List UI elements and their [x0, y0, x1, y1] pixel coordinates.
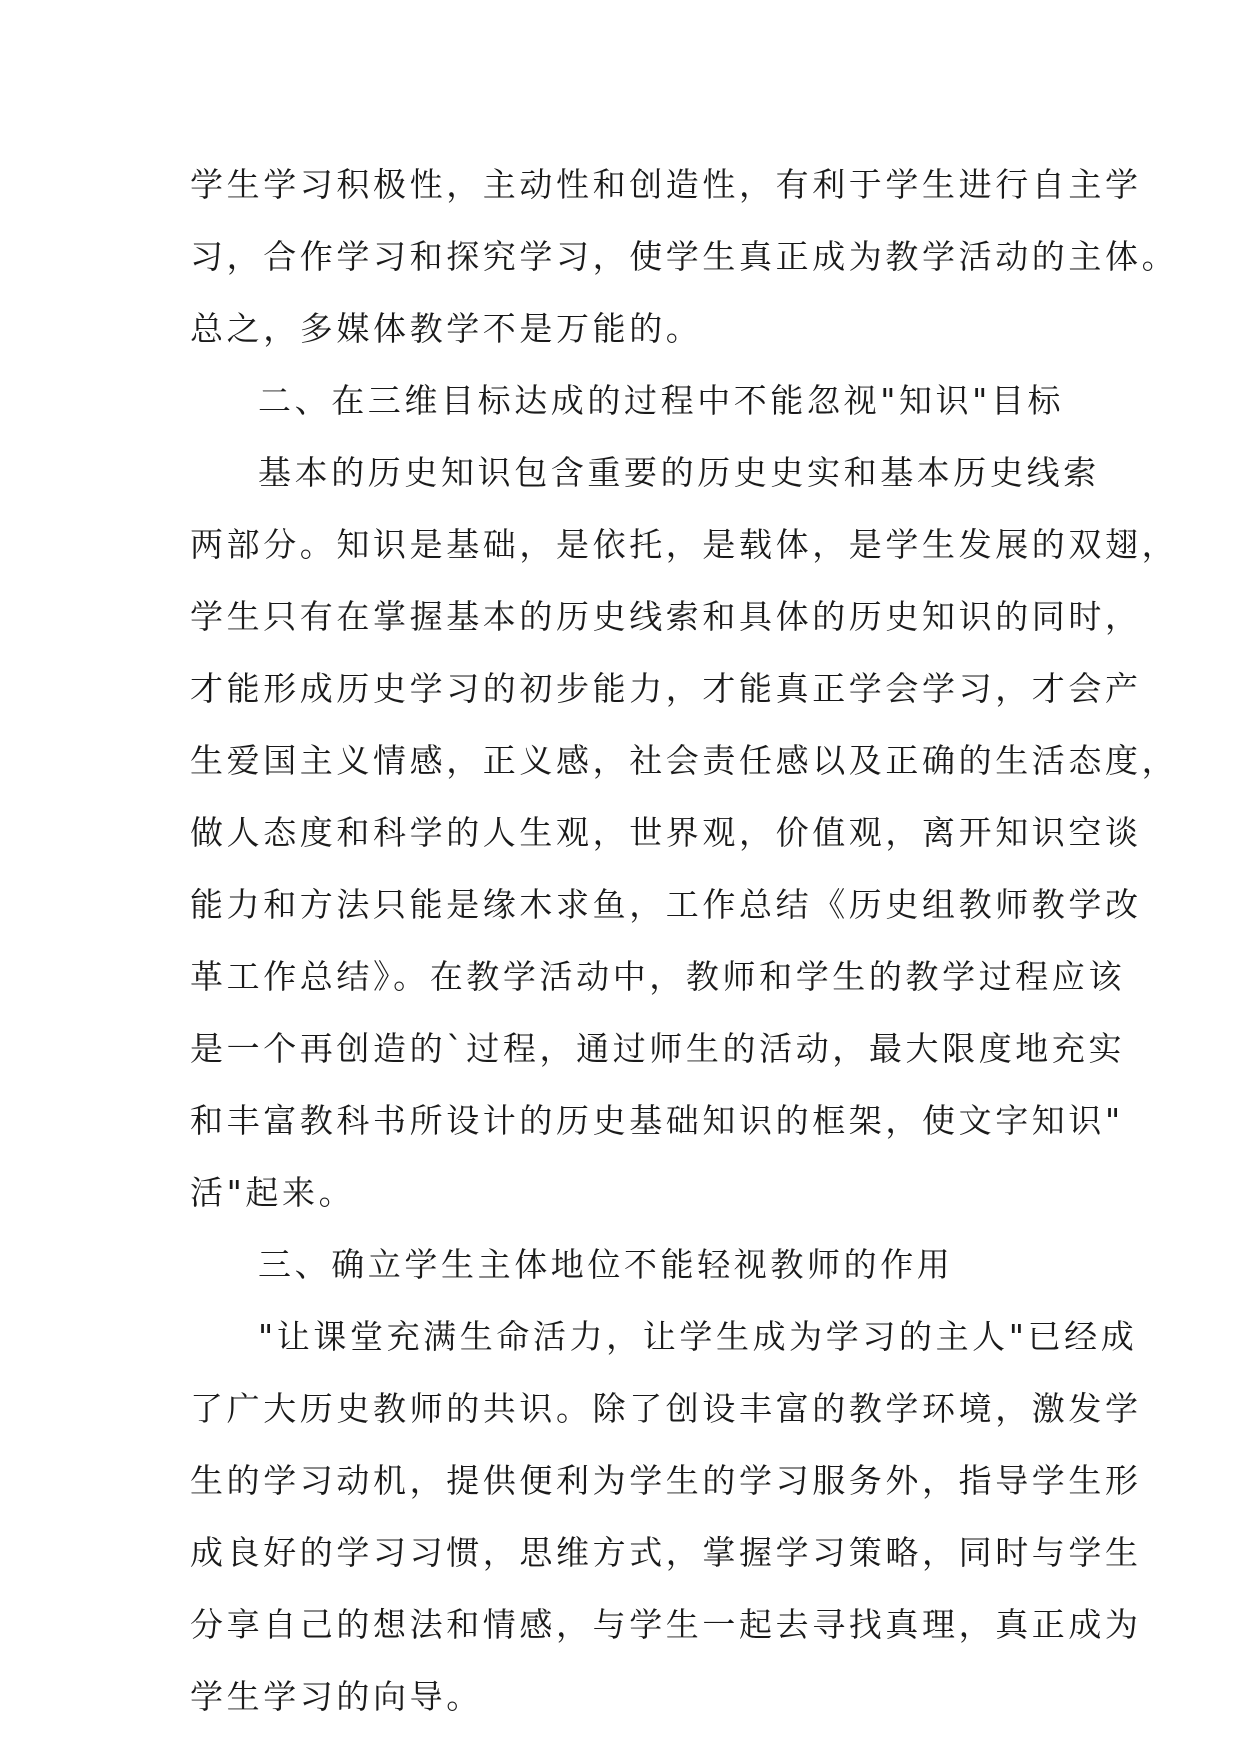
text-line: 总之，多媒体教学不是万能的。: [190, 309, 703, 348]
text-line: 才能形成历史学习的初步能力，才能真正学会学习，才会产: [190, 669, 1142, 708]
text-line: 学生学习的向导。: [190, 1677, 483, 1716]
text-line: 了广大历史教师的共识。除了创设丰富的教学环境，激发学: [190, 1389, 1142, 1428]
section-heading-3: 三、确立学生主体地位不能轻视教师的作用: [258, 1245, 954, 1284]
text-line: 活"起来。: [190, 1173, 356, 1212]
text-line: 成良好的学习习惯，思维方式，掌握学习策略，同时与学生: [190, 1533, 1142, 1572]
text-line: 习，合作学习和探究学习，使学生真正成为教学活动的主体。: [190, 237, 1179, 276]
text-line: 能力和方法只能是缘木求鱼，工作总结《历史组教师教学改: [190, 885, 1142, 924]
text-line: 学生只有在掌握基本的历史线索和具体的历史知识的同时，: [190, 597, 1142, 636]
text-line: 革工作总结》。在教学活动中，教师和学生的教学过程应该: [190, 957, 1126, 996]
text-line: 做人态度和科学的人生观，世界观，价值观，离开知识空谈: [190, 813, 1142, 852]
text-line: 基本的历史知识包含重要的历史史实和基本历史线索: [258, 453, 1100, 492]
text-line: "让课堂充满生命活力，让学生成为学习的主人"已经成: [258, 1317, 1138, 1356]
text-line: 是一个再创造的`过程，通过师生的活动，最大限度地充实: [190, 1029, 1126, 1068]
text-line: 两部分。知识是基础，是依托，是载体，是学生发展的双翅，: [190, 525, 1179, 564]
text-line: 分享自己的想法和情感，与学生一起去寻找真理，真正成为: [190, 1605, 1142, 1644]
text-line: 学生学习积极性，主动性和创造性，有利于学生进行自主学: [190, 165, 1142, 204]
text-line: 和丰富教科书所设计的历史基础知识的框架，使文字知识": [190, 1101, 1124, 1140]
text-line: 生爱国主义情感，正义感，社会责任感以及正确的生活态度，: [190, 741, 1179, 780]
text-line: 生的学习动机，提供便利为学生的学习服务外，指导学生形: [190, 1461, 1142, 1500]
section-heading-2: 二、在三维目标达成的过程中不能忽视"知识"目标: [258, 381, 1065, 420]
